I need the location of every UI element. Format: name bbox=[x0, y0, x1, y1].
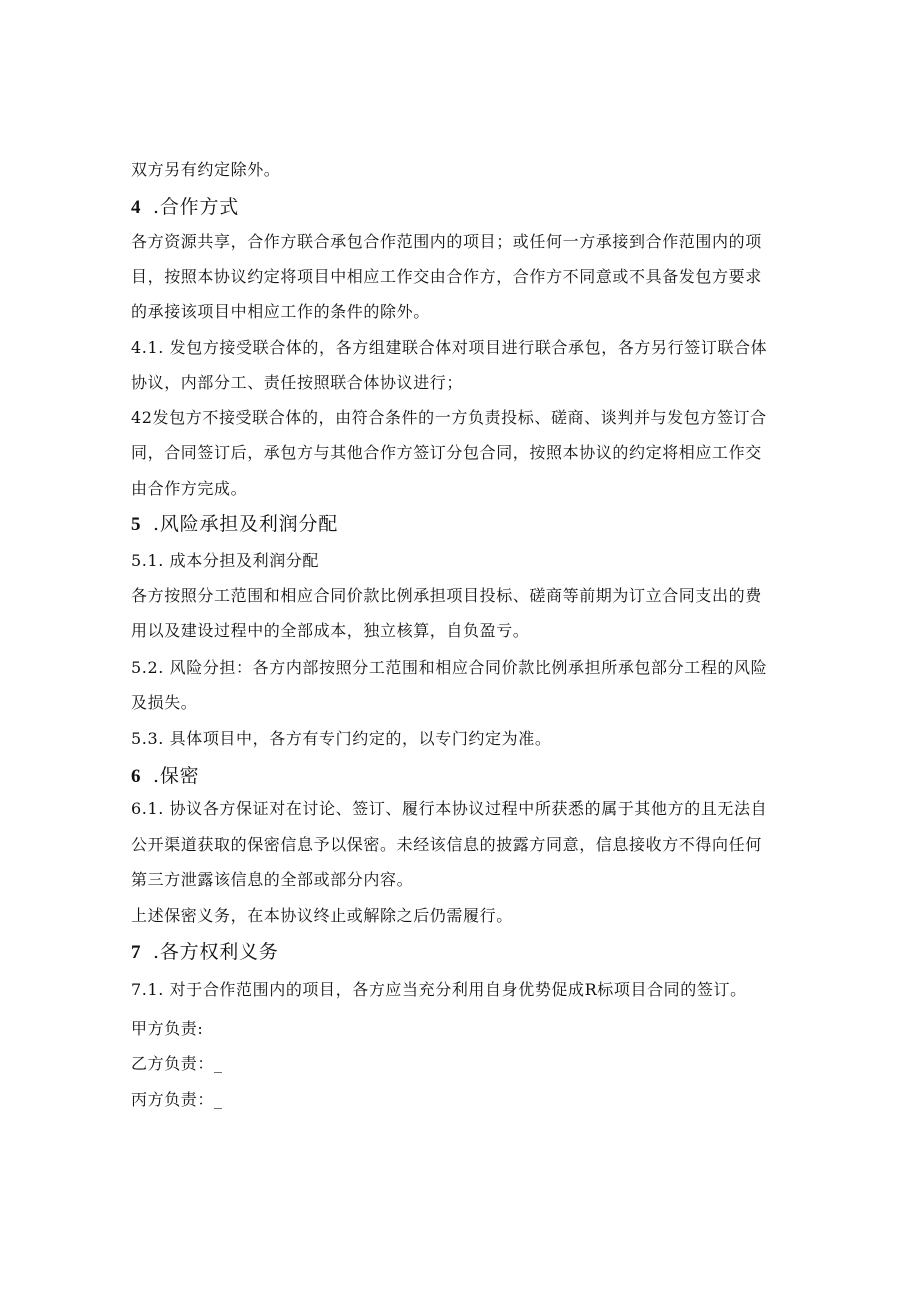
paragraph-line: 各方资源共享，合作方联合承包合作范围内的项目；或任何一方承接到合作范围内的项 bbox=[131, 232, 762, 251]
section-heading-7 bbox=[131, 940, 279, 965]
paragraph-line: 上述保密义务，在本协议终止或解除之后仍需履行。 bbox=[131, 906, 513, 925]
paragraph-line: 6.1. 协议各方保证对在讨论、签订、履行本协议过程中所获悉的属于其他方的且无法自 bbox=[131, 799, 768, 818]
paragraph-line: 5.3. 具体项目中，各方有专门约定的，以专门约定为准。 bbox=[131, 729, 552, 748]
paragraph-line: 4.1. 发包方接受联合体的，各方组建联合体对项目进行联合承包，各方另行签订联合体 bbox=[131, 338, 768, 357]
section-number: 5 bbox=[131, 514, 142, 535]
section-heading-6 bbox=[131, 764, 199, 789]
section-number: 7 bbox=[131, 942, 142, 963]
paragraph-line: 5.1. 成本分担及利润分配 bbox=[131, 551, 320, 570]
paragraph-line: 同，合同签订后，承包方与其他合作方签订分包合同，按照本协议的约定将相应工作交 bbox=[131, 443, 762, 462]
paragraph-line: 公开渠道获取的保密信息予以保密。未经该信息的披露方同意，信息接收方不得向任何 bbox=[131, 835, 762, 854]
paragraph-line: 双方另有约定除外。 bbox=[131, 160, 281, 179]
paragraph-line: 及损失。 bbox=[131, 693, 198, 712]
section-number: 6 bbox=[131, 766, 142, 787]
section-heading-4 bbox=[131, 195, 239, 220]
paragraph-line: 5.2. 风险分担：各方内部按照分工范围和相应合同价款比例承担所承包部分工程的风险 bbox=[131, 658, 768, 677]
paragraph-line: 第三方泄露该信息的全部或部分内容。 bbox=[131, 870, 414, 889]
signature-line-party-c: 丙方负责：_ bbox=[131, 1090, 223, 1109]
section-heading-5 bbox=[131, 512, 338, 537]
section-title: .风险承担及利润分配 bbox=[153, 513, 339, 535]
signature-line-party-a: 甲方负责: bbox=[131, 1019, 204, 1038]
paragraph-line: 目，按照本协议约定将项目中相应工作交由合作方，合作方不同意或不具备发包方要求 bbox=[131, 267, 762, 286]
section-number: 4 bbox=[131, 197, 142, 218]
paragraph-line: 的承接该项目中相应工作的条件的除外。 bbox=[131, 302, 430, 321]
paragraph-line: 由合作方完成。 bbox=[131, 479, 248, 498]
paragraph-line: 协议，内部分工、责任按照联合体协议进行； bbox=[131, 373, 464, 392]
paragraph-line: 用以及建设过程中的全部成本，独立核算，自负盈亏。 bbox=[131, 621, 530, 640]
section-title: .合作方式 bbox=[153, 196, 240, 218]
section-title: .各方权利义务 bbox=[153, 941, 279, 963]
paragraph-line: 42发包方不接受联合体的，由符合条件的一方负责投标、磋商、谈判并与发包方签订合 bbox=[131, 408, 767, 427]
signature-line-party-b: 乙方负责：_ bbox=[131, 1054, 223, 1073]
paragraph-line: 各方按照分工范围和相应合同价款比例承担项目投标、磋商等前期为订立合同支出的费 bbox=[131, 586, 762, 605]
section-title: .保密 bbox=[153, 765, 200, 787]
paragraph-line: 7.1. 对于合作范围内的项目，各方应当充分利用自身优势促成R标项目合同的签订。 bbox=[131, 980, 747, 999]
